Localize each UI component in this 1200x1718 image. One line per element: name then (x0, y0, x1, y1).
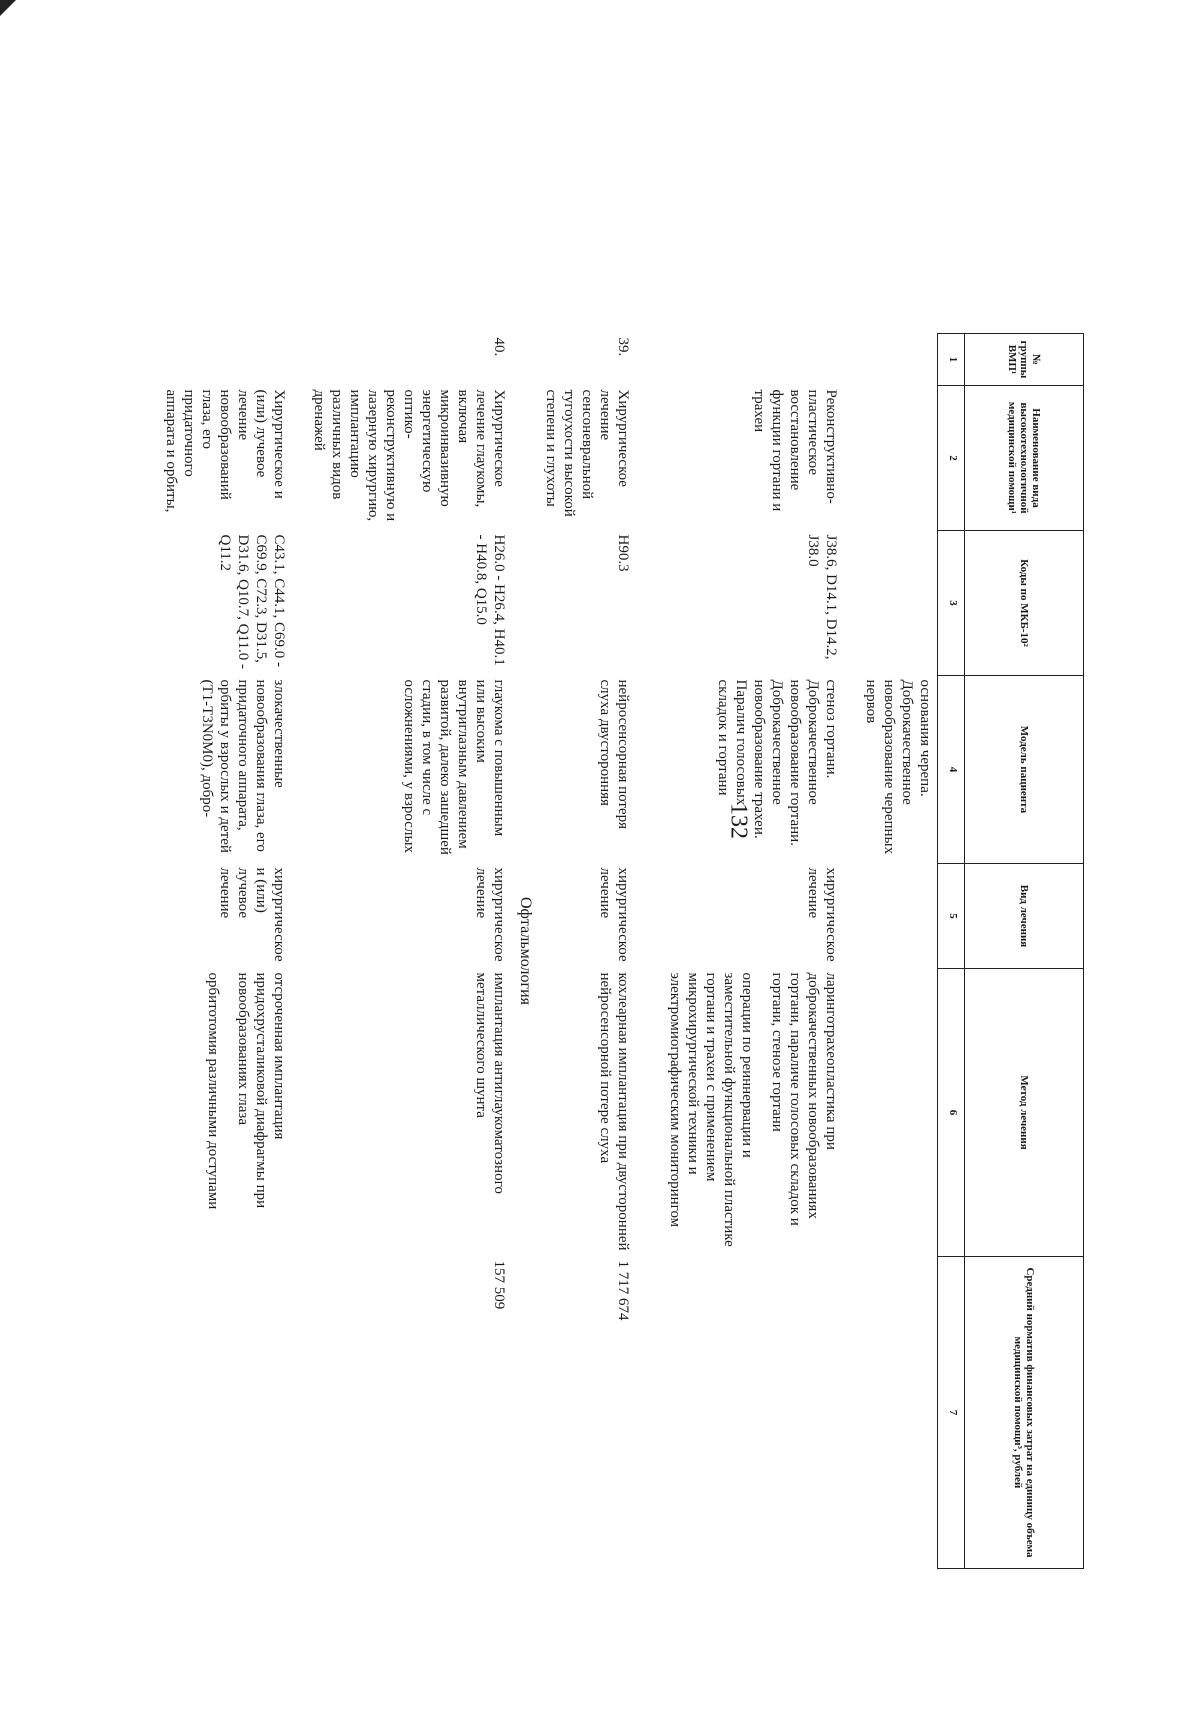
group-number-cell (859, 334, 938, 386)
treatment-method-cell (307, 969, 511, 1257)
group-number-cell: 40. (491, 337, 507, 357)
treatment-method-cell (651, 969, 843, 1257)
table-row (651, 334, 843, 1569)
treatment-method-item: кохлеарная имплантация при двусторонней нейросенсорной потере слуха (597, 972, 631, 1251)
column-number: 5 (938, 864, 965, 969)
header-icd-codes: Коды по МКБ-10² (965, 531, 1084, 676)
treatment-method-cell (539, 969, 635, 1257)
column-number: 4 (938, 676, 965, 864)
section-row (511, 334, 539, 1569)
section-title: Офтальмология (517, 896, 534, 1005)
treatment-type-cell: хирургическое лечение (473, 867, 507, 962)
header-patient-model: Модель пациента (965, 676, 1084, 864)
vmp-name-cell: Хирургическое и (или) лучевое лечение новообразований глаза, его придаточного аппарата и орбиты, (163, 389, 287, 513)
page-number: 132 (725, 803, 752, 839)
vmp-name-cell: Хирургическое лечение глаукомы, включая микроинвазивную энергетическую оптико-реконструктивную и лазерную хирургию, имплантацию различных видов дренажей (311, 389, 507, 522)
table-row (859, 334, 938, 1569)
header-treatment-type: Вид лечения (965, 864, 1084, 969)
treatment-type-cell: хирургическое лечение (805, 867, 839, 962)
treatment-method-cell (859, 969, 938, 1257)
cost-cell: 157 509 (491, 1260, 507, 1310)
cost-cell (159, 1257, 291, 1569)
column-number: 2 (938, 386, 965, 531)
icd-codes-cell: H26.0 - H26.4, H40.1 - H40.8, Q15.0 (473, 534, 507, 666)
header-vmp-name: Наименование вида высокотехнологичной медицинской помощи¹ (965, 386, 1084, 531)
header-group-number: № группы ВМП¹ (965, 334, 1084, 386)
treatment-method-item: отсроченная имплантация иридохрусталиковой диафрагмы при новообразованиях глаза (235, 972, 287, 1209)
group-number-cell (651, 334, 843, 386)
group-number-cell (159, 334, 291, 386)
cost-cell (859, 1257, 938, 1569)
patient-model-cell: глаукома с повышенным или высоким внутриглазным давлением развитой, далеко зашедшей стадии, в том числе с осложнениями, у взрослых (401, 679, 507, 855)
vmp-name-cell: Реконструктивно-пластическое восстановление функции гортани и трахеи (751, 389, 839, 512)
vmp-name-cell: Хирургическое лечение сенсоневральной тугоухости высокой степени и глухоты (543, 389, 631, 517)
treatment-method-item: орбитотомия различными доступами (205, 972, 221, 1210)
header-treatment-method: Метод лечения (965, 969, 1084, 1257)
group-number-cell: 39. (615, 337, 631, 357)
treatment-method-cell (159, 969, 291, 1257)
table-row (159, 334, 291, 1569)
icd-codes-cell: J38.6, D14.1, D14.2, J38.0 (805, 534, 839, 660)
vmp-name-cell (859, 386, 938, 531)
scan-corner-mark (0, 0, 16, 16)
treatment-type-cell: хирургическое лечение (597, 867, 631, 962)
patient-model-cell: стеноз гортани. Доброкачественное новообразование гортани. Доброкачественное новообразование трахеи. Паралич голосовых складок и гортани (715, 679, 839, 846)
column-number: 3 (938, 531, 965, 676)
table-header (938, 334, 1084, 1569)
icd-codes-cell: C43.1, C44.1, C69.0 - C69.9, C72.3, D31.5, D31.6, Q10.7, Q11.0 - Q11.2 (217, 534, 287, 669)
header-cost-norm: Средний норматив финансовых затрат на единицу объема медицинской помощи³, рублей (965, 1257, 1084, 1569)
table-row (307, 334, 511, 1569)
icd-codes-cell: H90.3 (615, 534, 631, 572)
patient-model-cell: основания черепа. Доброкачественное новообразование черепных нервов (863, 679, 933, 855)
patient-model-cell: злокачественные новообразования глаза, его придаточного аппарата, орбиты у взрослых и детей (T1-T3N0M0), добро- (199, 679, 287, 853)
column-number: 1 (938, 334, 965, 386)
patient-model-cell: нейросенсорная потеря слуха двусторонняя (597, 679, 631, 830)
vmp-table (159, 333, 1084, 1569)
cost-cell: 1 717 674 (615, 1260, 631, 1321)
column-number: 7 (938, 1257, 965, 1569)
treatment-method-item: имплантация антиглаукоматозного металлического шунта (473, 972, 507, 1194)
icd-codes-cell (859, 531, 938, 676)
cost-cell (651, 1257, 843, 1569)
column-number: 6 (938, 969, 965, 1257)
treatment-method-item: операции по реиннервации и заместительной функциональной пластике гортани и трахеи с применением микрохирургической техники и электромиографическим мониторингом (667, 972, 755, 1247)
table-row (539, 334, 635, 1569)
column-number-row (938, 334, 965, 1569)
treatment-type-cell (859, 864, 938, 969)
treatment-type-cell: хирургическое и (или) лучевое лечение (217, 867, 287, 962)
rotated-table-frame (163, 333, 1084, 1568)
treatment-method-item: ларинготрахеопластика при доброкачественных новообразованиях гортани, параличе голосовых складок и гортани, стенозе гортани (769, 972, 839, 1226)
